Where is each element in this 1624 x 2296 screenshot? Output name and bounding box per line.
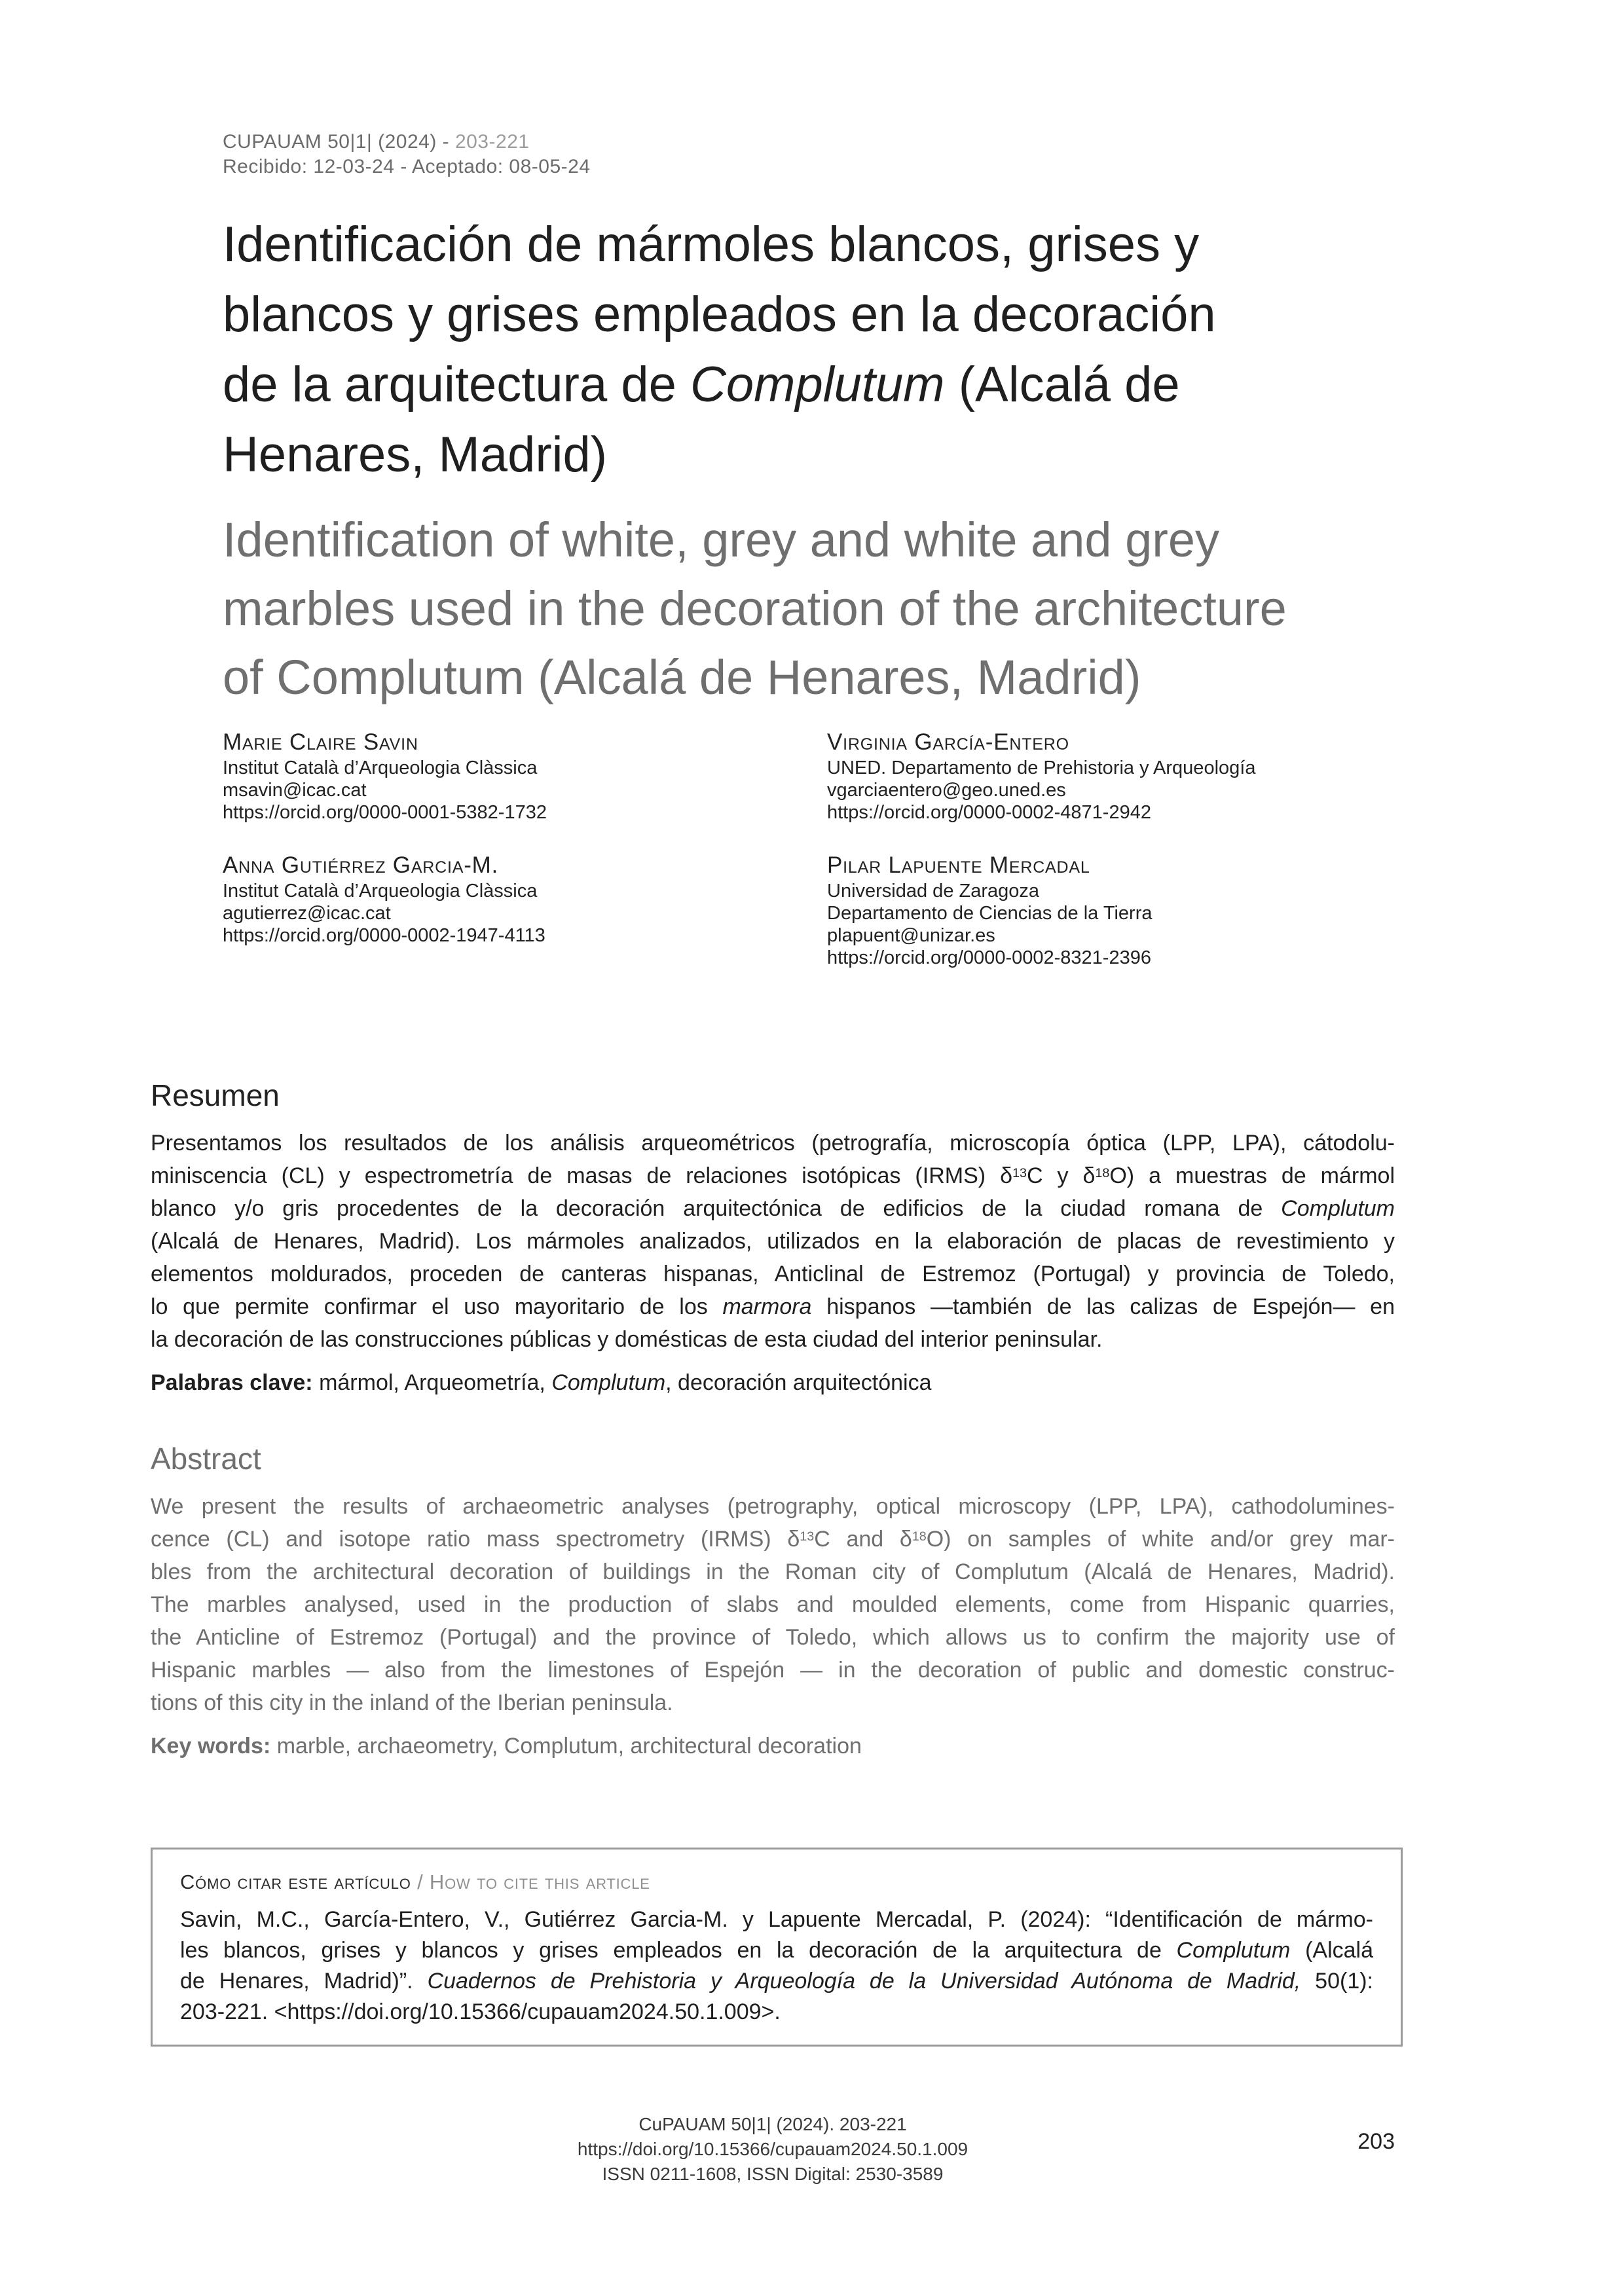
resumen-text-line: la decoración de las construcciones públicas y domésticas de esta ciudad del interior peninsular. xyxy=(151,1327,1103,1352)
author-orcid: https://orcid.org/0000-0001-5382-1732 xyxy=(223,802,547,823)
abstract-text-line: We present the results of archaeometric analyses (petrography, optical microscopy (LPP, LPA), cathodolumines- xyxy=(151,1494,1395,1519)
abstract-text-line: tions of this city in the inland of the Iberian peninsula. xyxy=(151,1690,673,1715)
author-orcid: https://orcid.org/0000-0002-4871-2942 xyxy=(827,802,1151,823)
page-number: 203 xyxy=(1357,2129,1395,2154)
resumen-text-line: (Alcalá de Henares, Madrid). Los mármoles analizados, utilizados en la elaboración de placas de revestimiento y xyxy=(151,1229,1395,1254)
citation-text-line: de Henares, Madrid)”. Cuadernos de Prehistoria y Arqueología de la Universidad Autónoma de Madrid, 50(1): xyxy=(180,1969,1374,1994)
journal-line: CUPAUAM 50|1| (2024) - 203-221 xyxy=(223,131,530,153)
abstract-body xyxy=(151,1490,1395,1719)
author-name: Marie Claire Savin xyxy=(223,729,418,755)
author-name: Virginia García-Entero xyxy=(827,729,1069,755)
author-affiliation: Institut Català d’Arqueologia Clàssica xyxy=(223,757,538,778)
abstract-text-line: The marbles analysed, used in the production of slabs and moulded elements, come from Hispanic quarries, xyxy=(151,1592,1395,1617)
author-affiliation: UNED. Departamento de Prehistoria y Arqueología xyxy=(827,757,1256,778)
author-entry xyxy=(223,728,812,824)
author-entry xyxy=(223,851,812,947)
title-es-line: blancos y grises empleados en la decoración xyxy=(223,287,1216,342)
resumen-text-line: blanco y/o gris procedentes de la decoración arquitectónica de edificios de la ciudad romana de Complutum xyxy=(151,1196,1395,1221)
title-es-line: Henares, Madrid) xyxy=(223,427,608,483)
author-email: agutierrez@icac.cat xyxy=(223,903,391,924)
author-email: vgarciaentero@geo.uned.es xyxy=(827,780,1066,801)
resumen-section xyxy=(151,1077,1395,1399)
citation-text-line: Savin, M.C., García-Entero, V., Gutiérrez Garcia-M. y Lapuente Mercadal, P. (2024): “Identificación de mármo- xyxy=(180,1907,1373,1932)
abstract-text-line: cence (CL) and isotope ratio mass spectrometry (IRMS) $\delta^{13}C$ and $\delta^{18}O$) on samples of white and/or grey mar- xyxy=(151,1527,1395,1552)
author-affiliation: Institut Català d’Arqueologia Clàssica xyxy=(223,881,538,902)
author-orcid: https://orcid.org/0000-0002-8321-2396 xyxy=(827,947,1151,968)
abstract-text-line: the Anticline of Estremoz (Portugal) and the province of Toledo, which allows us to confirm the majority use of xyxy=(151,1625,1395,1650)
citation-text-line: 203-221. <https://doi.org/10.15366/cupauam2024.50.1.009>. xyxy=(180,1999,781,2024)
title-en-line: Identification of white, grey and white and grey xyxy=(223,513,1220,567)
author-name: Pilar Lapuente Mercadal xyxy=(827,852,1090,878)
resumen-body xyxy=(151,1127,1395,1356)
resumen-text-line: elementos moldurados, proceden de canteras hispanas, Anticlinal de Estremoz (Portugal) y provincia de Toledo, xyxy=(151,1262,1395,1286)
author-entry xyxy=(827,851,1416,969)
palabras-clave: Palabras clave: mármol, Arqueometría, Complutum, decoración arquitectónica xyxy=(151,1370,932,1395)
authors-column-left xyxy=(223,728,812,974)
resumen-heading: Resumen xyxy=(151,1078,280,1112)
author-email: plapuent@unizar.es xyxy=(827,925,995,946)
author-affiliation: Universidad de Zaragoza xyxy=(827,881,1040,902)
key-words: Key words: marble, archaeometry, Complutum, architectural decoration xyxy=(151,1734,862,1758)
author-orcid: https://orcid.org/0000-0002-1947-4113 xyxy=(223,925,545,946)
citation-text-line: les blancos, grises y blancos y grises empleados en la decoración de la arquitectura de Complutum (Alcalá xyxy=(180,1938,1374,1963)
title-en-line: of Complutum (Alcalá de Henares, Madrid) xyxy=(223,650,1141,704)
author-email: msavin@icac.cat xyxy=(223,780,367,801)
citation-body xyxy=(180,1904,1373,2028)
abstract-text-line: bles from the architectural decoration of buildings in the Roman city of Complutum (Alcalá de Henares, Madrid). xyxy=(151,1559,1395,1584)
citation-heading: Cómo citar este artículo / How to cite this article xyxy=(180,1870,650,1893)
title-es-line: Identificación de mármoles blancos, grises y xyxy=(223,217,1200,272)
received-accepted-dates: Recibido: 12-03-24 - Aceptado: 08-05-24 xyxy=(223,156,591,177)
citation-box xyxy=(151,1848,1403,2047)
resumen-text-line: lo que permite confirmar el uso mayoritario de los marmora hispanos —también de las calizas de Espejón— en xyxy=(151,1294,1395,1319)
article-title-en xyxy=(223,505,1428,712)
author-entry xyxy=(827,728,1416,824)
authors-column-right xyxy=(827,728,1416,996)
title-en-line: marbles used in the decoration of the architecture xyxy=(223,581,1287,636)
footer-doi: https://doi.org/10.15366/cupauam2024.50.1.009 xyxy=(577,2139,969,2159)
resumen-text-line: Presentamos los resultados de los análisis arqueométricos (petrografía, microscopía óptica (LPP, LPA), cátodolu- xyxy=(151,1131,1395,1156)
author-department: Departamento de Ciencias de la Tierra xyxy=(827,903,1153,924)
footer-journal-ref: CuPAUAM 50|1| (2024). 203-221 xyxy=(638,2114,907,2134)
article-title-es xyxy=(223,210,1428,490)
journal-header xyxy=(223,130,591,179)
page-footer xyxy=(151,2112,1395,2187)
abstract-section xyxy=(151,1440,1395,1762)
resumen-text-line: miniscencia (CL) y espectrometría de masas de relaciones isotópicas (IRMS) $\delta^{13}C$ y $\delta^{18}O$) a muestras de mármol xyxy=(151,1163,1395,1188)
author-name: Anna Gutiérrez Garcia-M. xyxy=(223,852,499,878)
abstract-heading: Abstract xyxy=(151,1442,261,1476)
footer-issn: ISSN 0211-1608, ISSN Digital: 2530-3589 xyxy=(602,2164,944,2184)
title-es-line: de la arquitectura de Complutum (Alcalá de xyxy=(223,357,1180,412)
abstract-text-line: Hispanic marbles — also from the limestones of Espejón — in the decoration of public and domestic construc- xyxy=(151,1658,1395,1683)
